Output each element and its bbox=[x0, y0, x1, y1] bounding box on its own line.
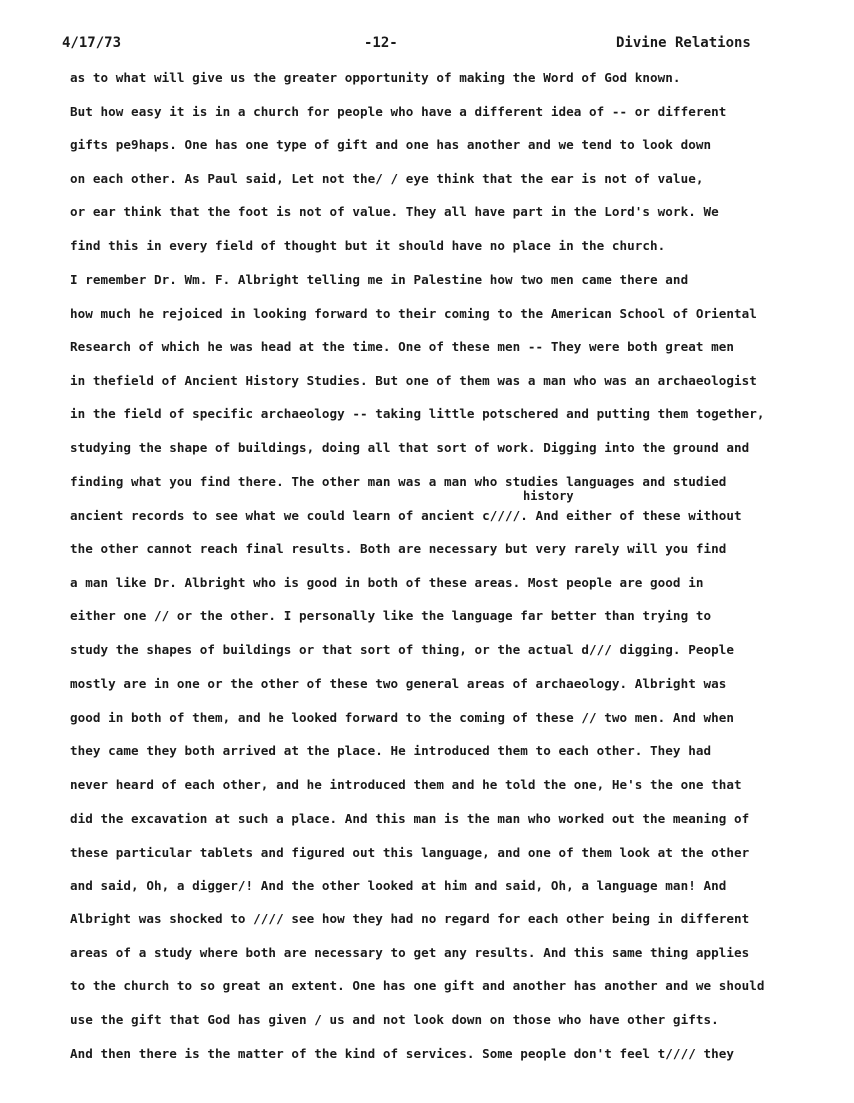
text-line: studying the shape of buildings, doing all that sort of work. Digging into the ground and bbox=[70, 440, 750, 455]
text-line: how much he rejoiced in looking forward to their coming to the American School of Oriental bbox=[70, 306, 757, 321]
text-line: or ear think that the foot is not of value. They all have part in the Lord's work. We bbox=[70, 204, 719, 219]
text-line: Albright was shocked to //// see how they had no regard for each other being in different bbox=[70, 911, 750, 926]
text-line: in thefield of Ancient History Studies. But one of them was a man who was an archaeologist bbox=[70, 373, 757, 388]
text-line: use the gift that God has given / us and not look down on those who have other gifts. bbox=[70, 1012, 719, 1027]
text-line: in the field of specific archaeology -- taking little potschered and putting them together, bbox=[70, 406, 765, 421]
text-line: and said, Oh, a digger/! And the other looked at him and said, Oh, a language man! And bbox=[70, 878, 727, 893]
text-line: a man like Dr. Albright who is good in both of these areas. Most people are good in bbox=[70, 575, 704, 590]
text-line: I remember Dr. Wm. F. Albright telling me in Palestine how two men came there and bbox=[70, 272, 689, 287]
text-line: either one // or the other. I personally like the language far better than trying to bbox=[70, 608, 712, 623]
text-line: finding what you find there. The other man was a man who studies languages and studied bbox=[70, 474, 727, 489]
text-line: good in both of them, and he looked forward to the coming of these // two men. And when bbox=[70, 710, 734, 725]
text-line: But how easy it is in a church for people who have a different idea of -- or different bbox=[70, 104, 727, 119]
text-line: gifts pe9haps. One has one type of gift and one has another and we tend to look down bbox=[70, 137, 712, 152]
text-line: ancient records to see what we could learn of ancient c////. And either of these without bbox=[70, 508, 742, 523]
text-line: did the excavation at such a place. And this man is the man who worked out the meaning of bbox=[70, 811, 750, 826]
text-line: on each other. As Paul said, Let not the/ / eye think that the ear is not of value, bbox=[70, 171, 704, 186]
text-line: And then there is the matter of the kind of services. Some people don't feel t//// they bbox=[70, 1046, 734, 1061]
header-date: 4/17/73 bbox=[62, 35, 122, 51]
header-title: Divine Relations bbox=[616, 35, 751, 51]
text-line: to the church to so great an extent. One has one gift and another has another and we should bbox=[70, 978, 765, 993]
text-line: the other cannot reach final results. Both are necessary but very rarely will you find bbox=[70, 541, 727, 556]
text-line: never heard of each other, and he introduced them and he told the one, He's the one that bbox=[70, 777, 742, 792]
header-page-number: -12- bbox=[364, 35, 398, 51]
text-line: Research of which he was head at the time. One of these men -- They were both great men bbox=[70, 339, 734, 354]
text-line: they came they both arrived at the place. He introduced them to each other. They had bbox=[70, 743, 712, 758]
text-line: these particular tablets and figured out this language, and one of them look at the other bbox=[70, 845, 750, 860]
text-line: mostly are in one or the other of these two general areas of archaeology. Albright was bbox=[70, 676, 727, 691]
text-line: study the shapes of buildings or that sort of thing, or the actual d/// digging. People bbox=[70, 642, 734, 657]
handwritten-insertion: history bbox=[523, 489, 574, 503]
text-line: areas of a study where both are necessary to get any results. And this same thing applies bbox=[70, 945, 750, 960]
text-line: find this in every field of thought but it should have no place in the church. bbox=[70, 238, 666, 253]
text-line: as to what will give us the greater opportunity of making the Word of God known. bbox=[70, 70, 681, 85]
page-header bbox=[62, 35, 762, 57]
